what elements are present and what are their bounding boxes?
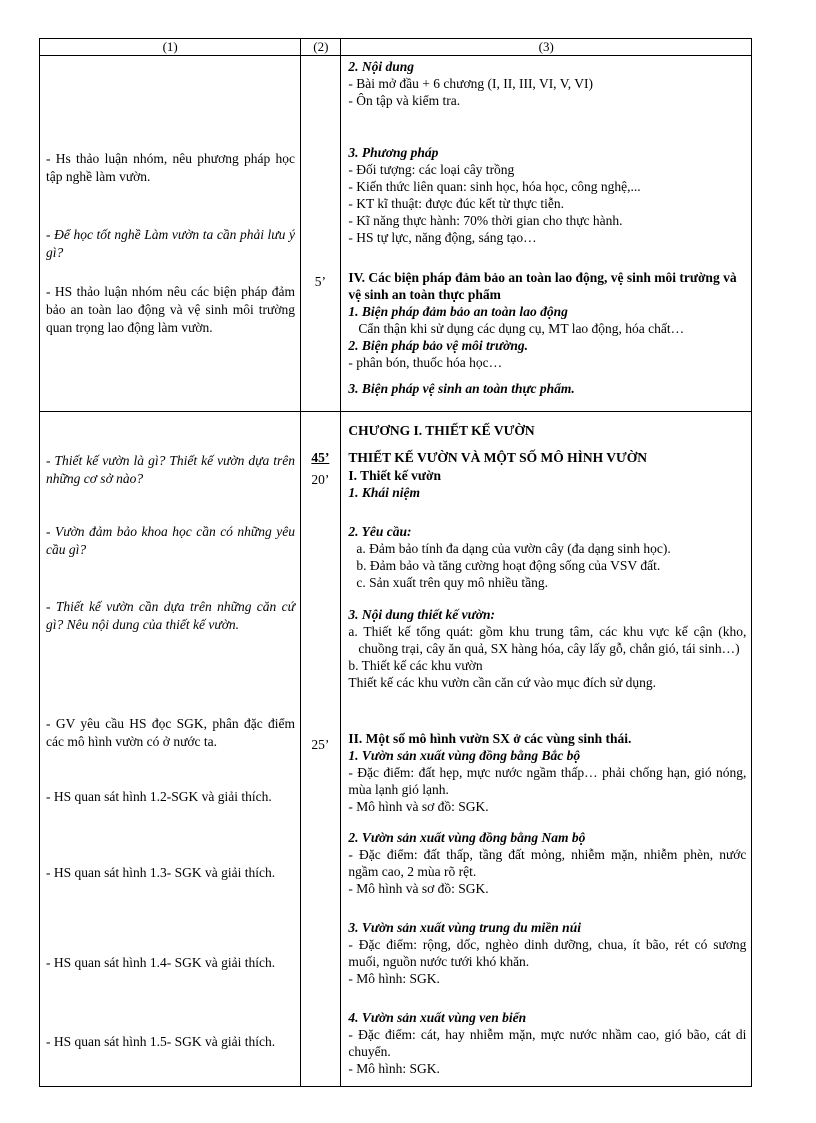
header-row <box>40 39 752 56</box>
subsection-title: 3. Biện pháp vệ sinh an toàn thực phẩm. <box>348 381 575 396</box>
activity-question: - Vườn đảm bảo khoa học cần có những yêu cầu gì? <box>46 524 295 557</box>
chapter-title: CHƯƠNG I. THIẾT KẾ VƯỜN <box>348 423 535 438</box>
subsection-title: 3. Vườn sản xuất vùng trung du miền núi <box>348 920 581 935</box>
row2-content <box>341 412 752 1087</box>
content-line: - Đối tượng: các loại cây trồng <box>348 162 515 177</box>
content-block <box>348 144 746 246</box>
row-1 <box>40 56 752 412</box>
activity-question: - Thiết kế vườn cần dựa trên những căn cứ gì? Nêu nội dung của thiết kế vườn. <box>46 599 295 632</box>
subsection-title: 1. Vườn sản xuất vùng đồng bằng Bắc bộ <box>348 748 581 763</box>
content-line: b. Thiết kế các khu vườn <box>348 658 483 673</box>
activity-text: - HS thảo luận nhóm nêu các biện pháp đảm bảo an toàn lao động và vệ sinh môi trường quan trọng lao động làm vườn. <box>46 284 295 335</box>
subsection-title: 2. Vườn sản xuất vùng đồng bằng Nam bộ <box>348 830 586 845</box>
content-line: - Đặc điểm: đất hẹp, mực nước ngầm thấp… phải chống hạn, gió nóng, mùa lạnh gió lạnh. <box>348 765 747 797</box>
time-value: 20’ <box>311 472 330 487</box>
content-line: - Kĩ năng thực hành: 70% thời gian cho thực hành. <box>348 213 623 228</box>
subsection-title: 1. Biện pháp đảm bảo an toàn lao động <box>348 304 568 319</box>
content-block <box>348 523 746 591</box>
section-title: 2. Nội dung <box>348 59 415 74</box>
content-line: - Mô hình và sơ đồ: SGK. <box>348 799 489 814</box>
lesson-plan-table <box>39 38 752 1087</box>
content-block <box>348 919 746 987</box>
row1-time <box>301 56 341 412</box>
content-block <box>348 269 746 397</box>
section-title: IV. Các biện pháp đảm bảo an toàn lao động, vệ sinh môi trường và vệ sinh an toàn thực phẩm <box>348 270 737 302</box>
time-value: 25’ <box>311 737 330 752</box>
activity-text: - HS quan sát hình 1.2-SGK và giải thích. <box>46 789 272 804</box>
activity-text: - HS quan sát hình 1.3- SGK và giải thích. <box>46 865 276 880</box>
row1-activities <box>40 56 301 412</box>
content-line: b. Đảm bảo và tăng cường hoạt động sống của VSV đất. <box>356 558 661 573</box>
content-block <box>348 730 746 815</box>
activity-question: - Thiết kế vườn là gì? Thiết kế vườn dựa trên những cơ sở nào? <box>46 453 295 486</box>
section-title: II. Một số mô hình vườn SX ở các vùng sinh thái. <box>348 731 632 746</box>
content-line: - Đặc điểm: cát, hay nhiễm mặn, mực nước nhầm cao, gió bão, cát di chuyển. <box>348 1027 747 1059</box>
row1-content <box>341 56 752 412</box>
activity-question: - Để học tốt nghề Làm vườn ta cần phải lưu ý gì? <box>46 227 295 260</box>
content-line: Cẩn thận khi sử dụng các dụng cụ, MT lao động, hóa chất… <box>358 321 685 336</box>
subsection-title: 4. Vườn sản xuất vùng ven biển <box>348 1010 527 1025</box>
content-line: a. Thiết kế tổng quát: gồm khu trung tâm, các khu vực kế cận (kho, chuồng trại, cây ăn quả, SX hàng hóa, cây lấy gỗ, chắn gió, tái sinh…) <box>348 624 747 656</box>
header-col3: (3) <box>341 39 752 56</box>
content-line: - Đặc điểm: đất thấp, tầng đất mỏng, nhiễm mặn, nhiễm phèn, nước ngầm cao, 2 mùa rõ rệt. <box>348 847 747 879</box>
time-value: 5’ <box>314 274 326 289</box>
row2-time <box>301 412 341 1087</box>
section-title: 3. Phương pháp <box>348 145 439 160</box>
activity-text: - GV yêu cầu HS đọc SGK, phân đặc điểm các mô hình vườn có ở nước ta. <box>46 716 295 749</box>
content-line: - Ôn tập và kiểm tra. <box>348 93 461 108</box>
content-line: - Bài mở đầu + 6 chương (I, II, III, VI, V, VI) <box>348 76 593 91</box>
content-block <box>348 1009 746 1077</box>
content-block <box>348 58 746 109</box>
content-block <box>348 606 746 691</box>
content-line: - Mô hình: SGK. <box>348 1061 440 1076</box>
activity-text: - HS quan sát hình 1.4- SGK và giải thích. <box>46 955 276 970</box>
content-line: - Mô hình: SGK. <box>348 971 440 986</box>
content-block <box>348 467 746 501</box>
time-total: 45’ <box>311 450 330 465</box>
content-line: a. Đảm bảo tính đa dạng của vườn cây (đa dạng sinh học). <box>356 541 671 556</box>
content-line: - Kiến thức liên quan: sinh học, hóa học, công nghệ,... <box>348 179 641 194</box>
row-2 <box>40 412 752 1087</box>
subsection-title: 1. Khái niệm <box>348 485 421 500</box>
content-line: Thiết kế các khu vườn cần căn cứ vào mục đích sử dụng. <box>348 675 657 690</box>
section-title: I. Thiết kế vườn <box>348 468 442 483</box>
content-line: c. Sản xuất trên quy mô nhiều tầng. <box>356 575 548 590</box>
header-col1: (1) <box>40 39 301 56</box>
row2-activities <box>40 412 301 1087</box>
content-line: - KT kĩ thuật: được đúc kết từ thực tiễn. <box>348 196 564 211</box>
content-line: - Mô hình và sơ đồ: SGK. <box>348 881 489 896</box>
content-block <box>348 829 746 897</box>
subsection-title: 2. Biện pháp bảo vệ môi trường. <box>348 338 528 353</box>
header-col2: (2) <box>301 39 341 56</box>
subsection-title: 3. Nội dung thiết kế vườn: <box>348 607 495 622</box>
activity-text: - HS quan sát hình 1.5- SGK và giải thích. <box>46 1034 276 1049</box>
subsection-title: 2. Yêu cầu: <box>348 524 412 539</box>
content-line: - Đặc điểm: rộng, dốc, nghèo dinh dưỡng, chua, ít bão, rét có sương muối, nguồn nước tưới khó khăn. <box>348 937 747 969</box>
activity-text: - Hs thảo luận nhóm, nêu phương pháp học tập nghề làm vườn. <box>46 151 295 184</box>
content-line: - HS tự lực, năng động, sáng tạo… <box>348 230 537 245</box>
content-line: - phân bón, thuốc hóa học… <box>348 355 503 370</box>
lesson-title: THIẾT KẾ VƯỜN VÀ MỘT SỐ MÔ HÌNH VƯỜN <box>348 450 647 465</box>
